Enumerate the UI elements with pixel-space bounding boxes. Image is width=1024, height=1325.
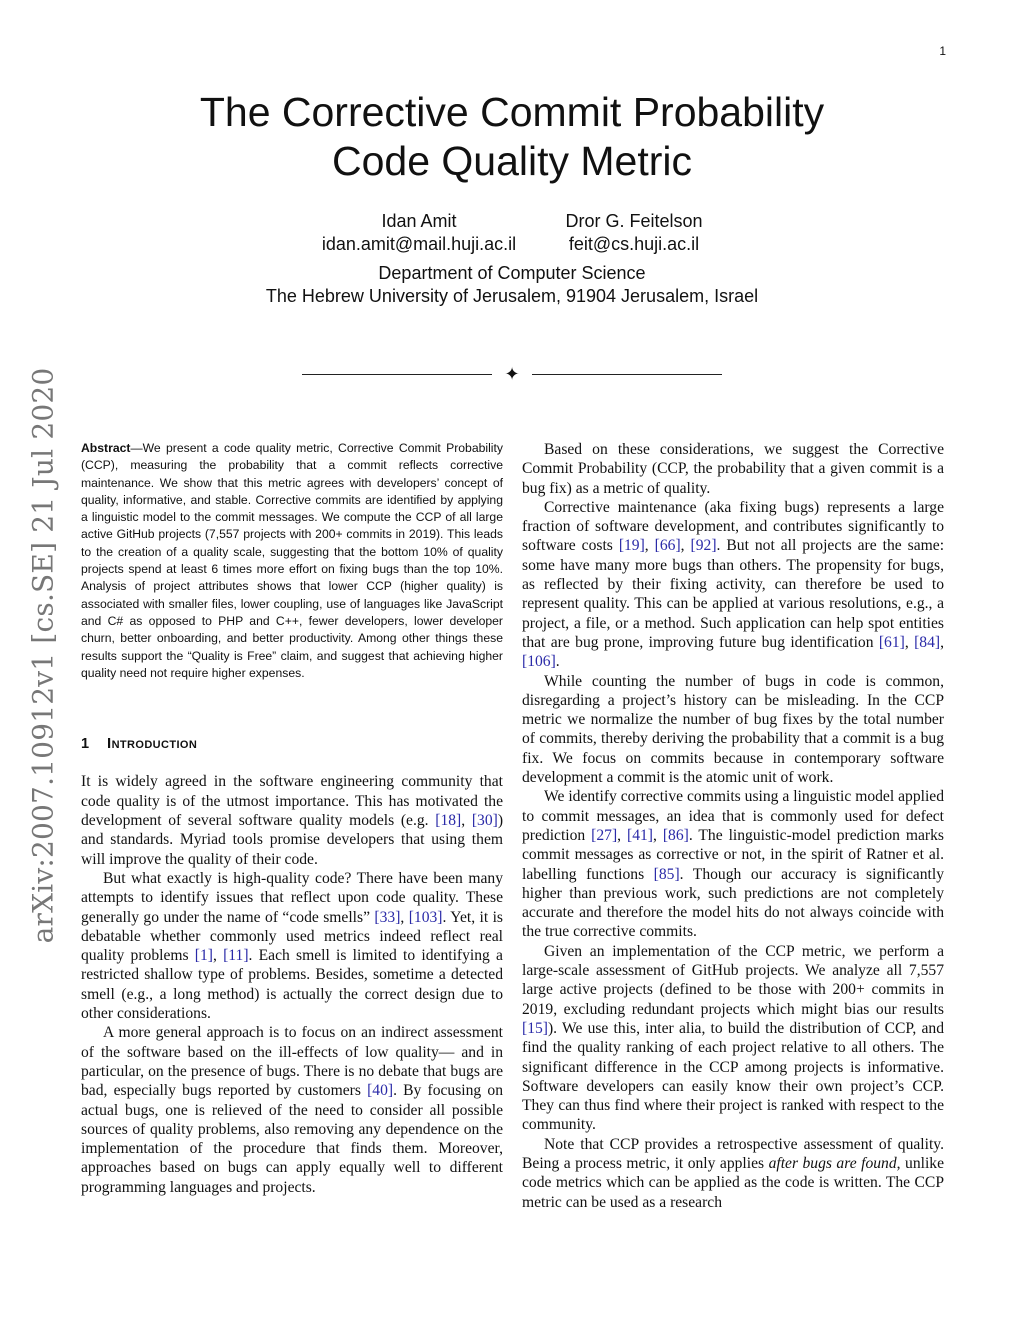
right-paragraph-1: [522, 440, 944, 498]
author-2: [504, 210, 764, 256]
author-1-name: Idan Amit: [381, 211, 457, 231]
text-span: It is widely agreed in the software engineering community that code quality is of the utmost importance. This has motivated the development of several software quality models (e.g.: [81, 773, 503, 830]
right-paragraph-6: [522, 1135, 944, 1212]
text-span: ,: [212, 947, 224, 965]
citation-link[interactable]: [40]: [367, 1082, 394, 1100]
citation-link[interactable]: [33]: [374, 908, 401, 926]
section-title: Introduction: [107, 735, 198, 753]
text-span: But what exactly is high-quality code? There have been many attempts to identify issues that reflect upon code quality. These generally go under the name of “code smells”: [81, 869, 503, 926]
right-paragraph-5: [522, 942, 944, 1135]
citation-link[interactable]: [85]: [653, 865, 680, 883]
citation-link[interactable]: [11]: [223, 947, 249, 965]
intro-paragraph-2: [81, 869, 503, 1023]
citation-link[interactable]: [61]: [878, 633, 905, 651]
text-span: . But not all projects are the same: some have many more bugs than others. The propensity for bugs, as reflected by their fixing activity, can therefore be used to represent quality. This can be applied at various resolutions, e.g., a project, a file, or a method. Such application can help spot entities that are bug prone, improving future bug identification: [522, 537, 945, 651]
affiliation-university: The Hebrew University of Jerusalem, 91904 Jerusalem, Israel: [265, 286, 759, 306]
text-span: ,: [461, 812, 472, 830]
divider-star-icon: ✦: [504, 363, 520, 385]
section-heading-introduction: [81, 734, 503, 754]
text-span: . The linguistic-model prediction marks commit messages as corrective or not, in the spirit of Ratner et al. labelling functions: [522, 826, 944, 883]
emphasis-text: after bugs are found: [768, 1154, 897, 1172]
citation-link[interactable]: [41]: [627, 826, 653, 844]
right-column: [522, 440, 944, 1212]
citation-link[interactable]: [18]: [435, 812, 462, 830]
citation-link[interactable]: [66]: [654, 537, 681, 555]
text-span: ,: [652, 826, 663, 844]
text-span: ) and standards. Myriad tools promise developers that using them will improve the quality of their code.: [81, 812, 504, 868]
citation-link[interactable]: [86]: [662, 826, 689, 844]
citation-link[interactable]: [19]: [618, 537, 645, 555]
left-column: [81, 440, 503, 1197]
affiliation: [0, 262, 1024, 308]
text-span: While counting the number of bugs in code is common, disregarding a project’s history can be misleading. In the CCP metric we normalize the number of bug fixes by the total number of commits, thereby deriving the probability that a commit is a bug fix. We focus on commits because in contemporary software development a commit is the atomic unit of work.: [522, 672, 944, 787]
text-span: .: [555, 653, 560, 671]
right-paragraph-3: [522, 672, 944, 788]
divider-line-left: [302, 374, 492, 375]
text-span: ,: [400, 908, 409, 926]
abstract-text: —We present a code quality metric, Corrective Commit Probability (CCP), measuring the probability that a commit reflects corrective maintenance. We show that this metric agrees with developers’ concept of quality, informative, and stable. Corrective commits are identified by applying a linguistic model to the commit messages. We compute the CCP of all large active GitHub projects (7,557 projects with 200+ commits in 2019). This leads to the creation of a quality scale, suggesting that the bottom 10% of quality projects spend at least 6 times more effort on fixing bugs than the top 10%. Analysis of project attributes shows that lower CCP (higher quality) is associated with smaller files, lower coupling, use of languages like JavaScript and C# as opposed to PHP and C++, fewer developers, lower developer churn, better onboarding, and better productivity. Among other things these results support the “Quality is Free” claim, and suggest that achieving higher quality need not require higher expenses.: [81, 441, 503, 680]
citation-link[interactable]: [15]: [522, 1019, 548, 1037]
text-span: Corrective maintenance (aka fixing bugs) represents a large fraction of software development, and contributes significantly to software costs: [522, 498, 944, 555]
paper-title: [0, 88, 1024, 186]
citation-link[interactable]: [30]: [471, 812, 498, 830]
text-span: Given an implementation of the CCP metric, we perform a large-scale assessment of GitHub projects. We analyze all 7,557 large active projects (defined to be those with 200+ commits in 2019, excluding redundant projects which might bias our results: [522, 942, 944, 1018]
text-span: ). We use this, inter alia, to build the distribution of CCP, and find the quality ranking of each project relative to all others. The significant difference in the CCP among projects is informative. Software developers can easily know their own project’s CCP. They can thus find where their project is ranked with respect to the community.: [522, 1019, 944, 1134]
citation-link[interactable]: [1]: [194, 947, 213, 965]
author-1-email: idan.amit@mail.huji.ac.il: [321, 234, 517, 254]
title-line-2: Code Quality Metric: [331, 138, 692, 184]
text-span: ,: [680, 537, 691, 555]
text-span: We identify corrective commits using a linguistic model applied to commit messages, an idea that is commonly used for defect prediction: [522, 788, 944, 844]
text-span: A more general approach is to focus on an indirect assessment of the software based on the ill-effects of low quality— and in particular, on the presence of bugs. There is no debate that bugs are bad, especially bugs reported by customers: [81, 1024, 503, 1100]
intro-paragraph-1: [81, 772, 503, 868]
text-span: Note that CCP provides a retrospective assessment of quality. Being a process metric, it only applies: [522, 1135, 944, 1172]
text-span: . Yet, it is debatable whether commonly used metrics indeed reflect real quality problems: [81, 908, 503, 965]
arxiv-stamp: [18, 367, 68, 943]
citation-link[interactable]: [92]: [690, 537, 717, 555]
author-2-name: Dror G. Feitelson: [565, 211, 703, 231]
text-span: ,: [617, 826, 627, 844]
citation-link[interactable]: [84]: [914, 633, 941, 651]
text-span: . By focusing on actual bugs, one is relieved of the need to consider all possible sources of quality problems, also removing any dependence on the implementation of the procedure that finds them. Moreover, approaches based on bugs can apply equally well to different programming languages and projects.: [81, 1082, 503, 1196]
author-2-email: feit@cs.huji.ac.il: [568, 234, 700, 254]
abstract-label: Abstract: [81, 441, 131, 455]
citation-link[interactable]: [106]: [522, 653, 556, 671]
text-span: , unlike code metrics which can be applied as the code is written. The CCP metric can be used as a research: [522, 1154, 944, 1211]
text-span: ,: [940, 633, 944, 651]
citation-link[interactable]: [27]: [591, 826, 618, 844]
title-divider: [302, 362, 722, 386]
citation-link[interactable]: [103]: [408, 908, 443, 926]
page-number: 1: [939, 44, 946, 58]
right-paragraph-4: [522, 787, 944, 941]
section-number: 1: [81, 736, 90, 753]
right-paragraph-2: [522, 498, 944, 672]
text-span: ,: [644, 537, 655, 555]
abstract: [81, 440, 503, 682]
text-span: ,: [904, 633, 915, 651]
arxiv-stamp-text: arXiv:2007.10912v1 [cs.SE] 21 Jul 2020: [26, 367, 60, 943]
text-span: . Each smell is limited to identifying a restricted shallow type of problems. Besides, sometime a detected smell (e.g., a long method) is actually the correct design due to other considerations.: [81, 947, 503, 1023]
affiliation-dept: Department of Computer Science: [378, 263, 646, 283]
divider-line-right: [532, 374, 722, 375]
text-span: . Though our accuracy is significantly higher than previous work, such predictions are not completely accurate and therefore the model hits do not always coincide with the true corrective commits.: [522, 865, 944, 941]
intro-paragraph-3: [81, 1023, 503, 1197]
title-line-1: The Corrective Commit Probability: [199, 89, 825, 135]
text-span: Based on these considerations, we suggest the Corrective Commit Probability (CCP, the probability that a given commit is a bug fix) as a metric of quality.: [522, 441, 944, 497]
